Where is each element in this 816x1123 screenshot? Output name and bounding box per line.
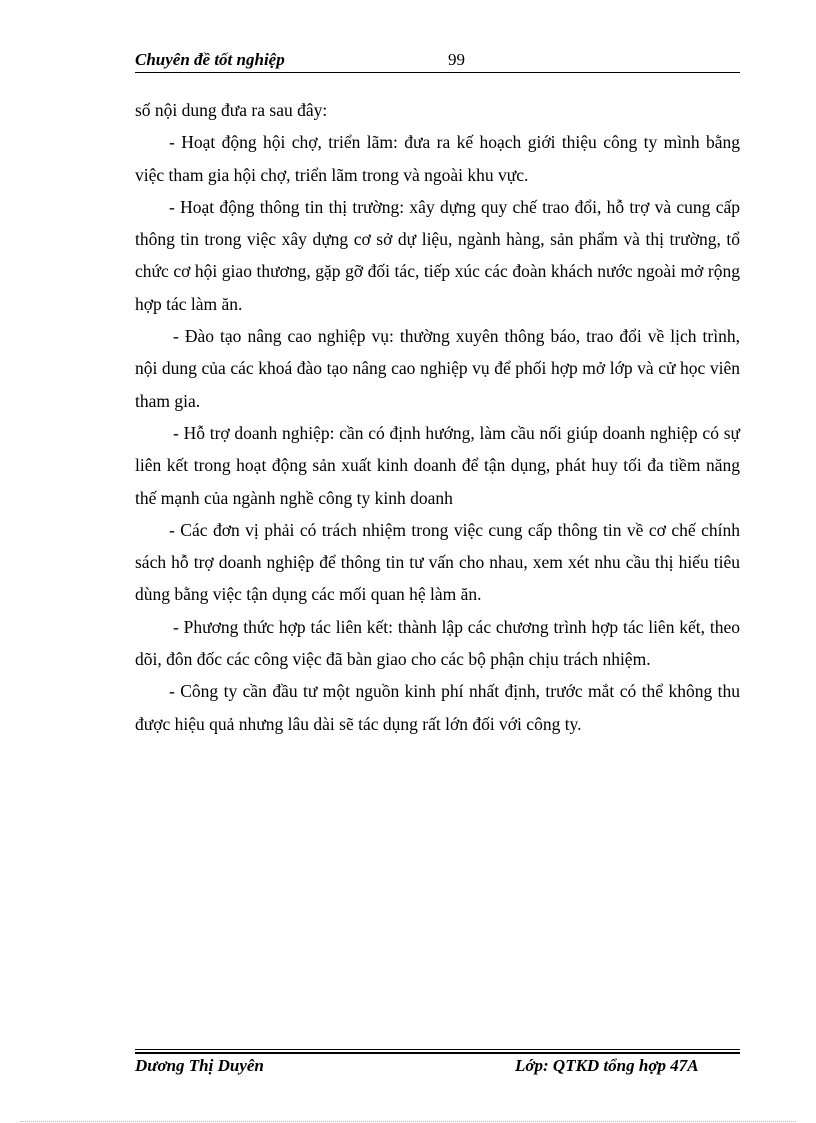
body-paragraph: - Các đơn vị phải có trách nhiệm trong việc cung cấp thông tin về cơ chế chính sách hỗ trợ doanh nghiệp để thông tin tư vấn cho nhau, xem xét nhu cầu thị hiếu tiêu dùng bằng việc tận dụng các mối quan hệ làm ăn. bbox=[135, 519, 740, 605]
footer-divider-thin bbox=[135, 1049, 740, 1050]
body-paragraph: số nội dung đưa ra sau đây: bbox=[135, 100, 328, 120]
footer-class-info: Lớp: QTKD tổng hợp 47A bbox=[515, 1056, 699, 1075]
page-number: 99 bbox=[448, 50, 465, 69]
document-title: Chuyên đề tốt nghiệp bbox=[135, 50, 285, 69]
body-paragraph: - Đào tạo nâng cao nghiệp vụ: thường xuyên thông báo, trao đổi về lịch trình, nội dung của các khoá đào tạo nâng cao nghiệp vụ để phối hợp mở lớp và cử học viên tham gia. bbox=[135, 326, 740, 411]
document-body bbox=[135, 94, 740, 740]
body-paragraph: - Công ty cần đầu tư một nguồn kinh phí nhất định, trước mắt có thể không thu được hiệu quả nhưng lâu dài sẽ tác dụng rất lớn đối với công ty. bbox=[135, 681, 740, 734]
body-paragraph: - Hoạt động thông tin thị trường: xây dựng quy chế trao đổi, hỗ trợ và cung cấp thông tin trong việc xây dựng cơ sở dự liệu, ngành hàng, sản phẩm và thị trường, tổ chức cơ hội giao thương, gặp gỡ đối tác, tiếp xúc các đoàn khách nước ngoài mở rộng hợp tác làm ăn. bbox=[135, 196, 740, 314]
body-paragraph: - Phương thức hợp tác liên kết: thành lập các chương trình hợp tác liên kết, theo dõi, đôn đốc các công việc đã bàn giao cho các bộ phận chịu trách nhiệm. bbox=[135, 616, 740, 670]
header-divider bbox=[135, 72, 740, 73]
body-paragraph: - Hỗ trợ doanh nghiệp: cần có định hướng, làm cầu nối giúp doanh nghiệp có sự liên kết trong hoạt động sản xuất kinh doanh để tận dụng, phát huy tối đa tiềm năng thế mạnh của ngành nghề công ty kinh doanh bbox=[135, 422, 740, 508]
footer-author: Dương Thị Duyên bbox=[135, 1056, 264, 1075]
page-header bbox=[135, 48, 740, 72]
page-edge-divider bbox=[20, 1121, 796, 1122]
body-paragraph: - Hoạt động hội chợ, triển lãm: đưa ra kế hoạch giới thiệu công ty mình bằng việc tham gia hội chợ, triển lãm trong và ngoài khu vực. bbox=[135, 132, 740, 185]
